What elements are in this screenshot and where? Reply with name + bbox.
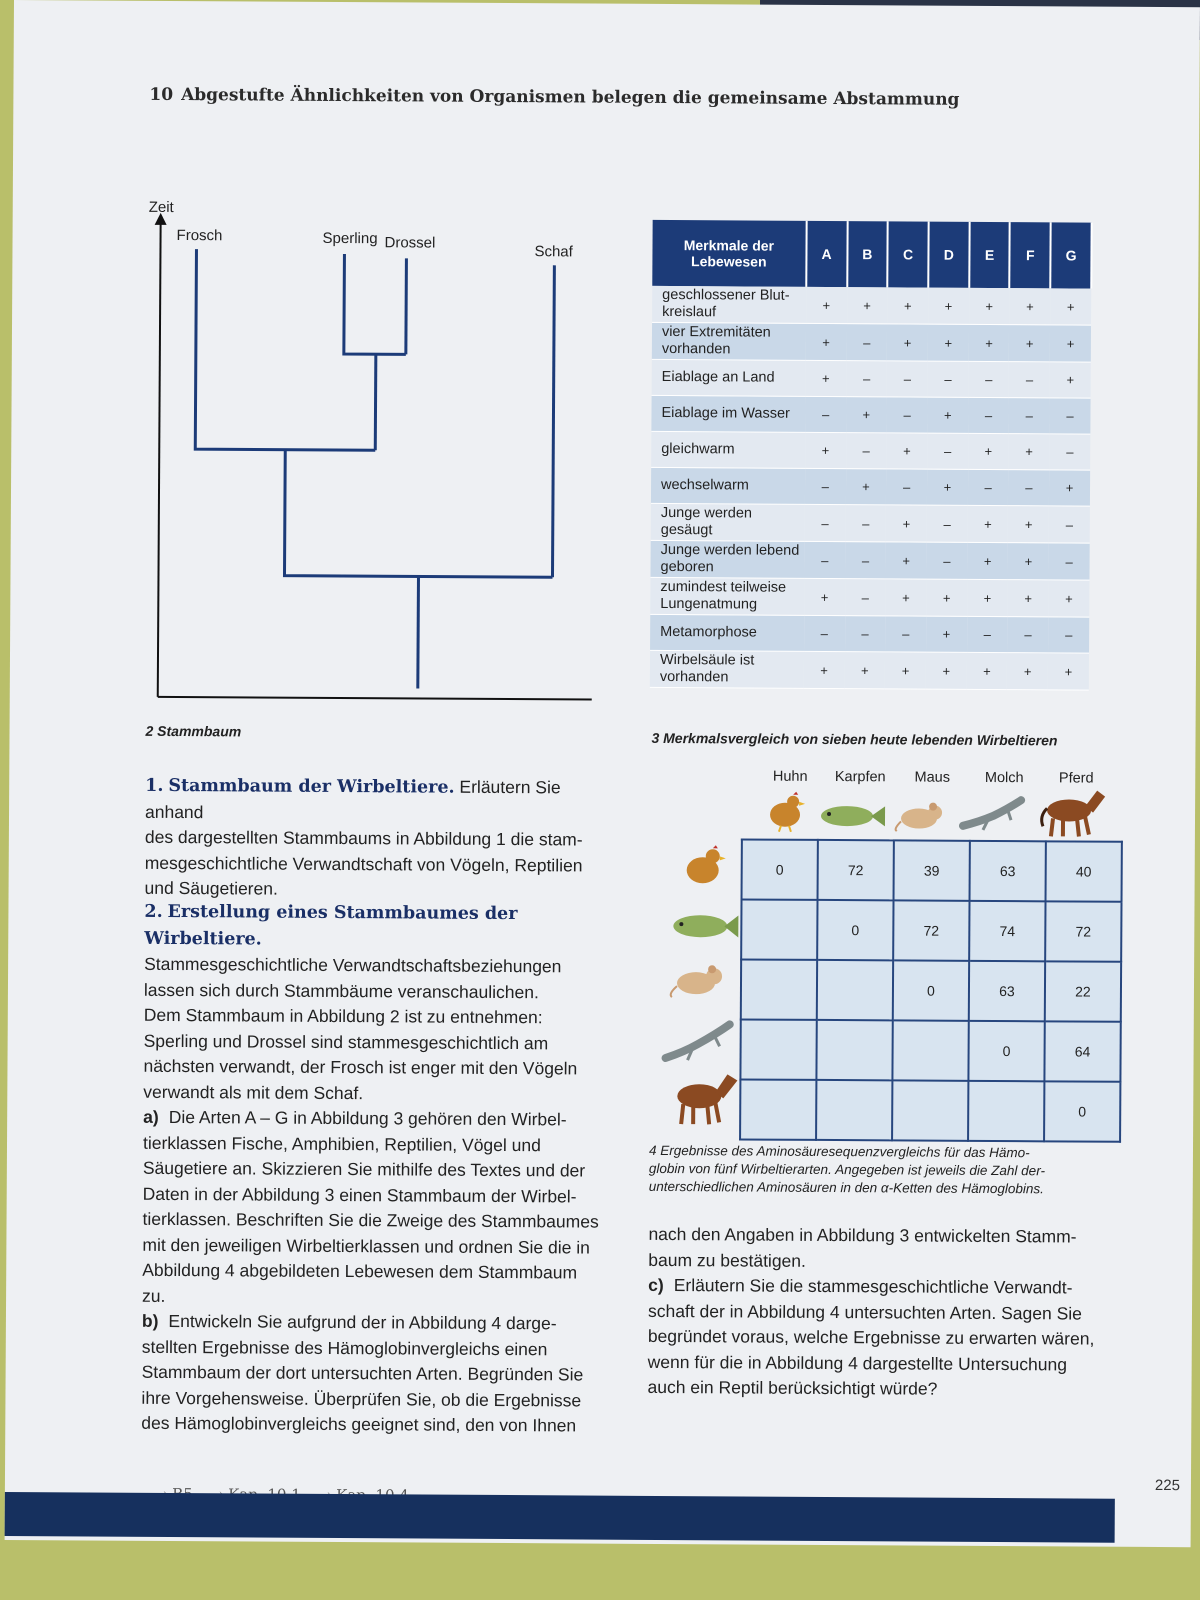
task2b-line: des Hämoglobinvergleichs geeignet sind, den von Ihnen [141,1412,577,1436]
trait-row [651,431,1090,470]
trait-value: + [1008,543,1049,580]
chapter-title: Abgestufte Ähnlichkeiten von Organismen belegen die gemeinsame Abstammung [181,85,960,110]
trait-value: – [887,397,928,433]
col-header-a: A [806,221,847,287]
trait-value: – [887,361,928,397]
trait-value: + [1009,434,1050,470]
matrix-cell [741,959,817,1019]
matrix-cell [740,1019,816,1079]
trait-value: + [847,287,888,324]
trait-value: – [885,616,926,652]
animal-label-molch: Molch [984,769,1024,787]
matrix-cell: 0 [968,1021,1044,1081]
trait-value: + [805,432,846,468]
task2c-line: schaft der in Abbildung 4 untersuchten Arten. Sagen Sie [647,1300,1082,1324]
trait-label: Junge werden lebend geboren [650,540,804,578]
trait-value: – [805,504,846,541]
trait-value: + [1050,325,1091,362]
trait-row [651,395,1090,434]
matrix-cell: 0 [893,960,969,1020]
matrix-row [741,899,1121,961]
matrix-cell: 72 [893,900,969,960]
task2a-line: Daten in der Abbildung 3 einen Stammbaum der Wirbel- [142,1183,577,1206]
trait-value: – [968,469,1009,505]
newt-row-icon [662,1016,738,1064]
trait-value: – [886,469,927,505]
task2c-line: Erläutern Sie die stammesgeschichtliche Verwandt- [673,1275,1073,1298]
trait-value: – [967,616,1008,652]
trait-label: Eiablage im Wasser [651,395,805,432]
hemoglobin-matrix-body [740,839,1122,1141]
chicken-icon [763,791,807,833]
trait-value: + [968,433,1009,469]
matrix-cell [892,1020,968,1080]
trait-row [650,540,1089,580]
figure3-caption: 3 Merkmalsvergleich von sieben heute lebenden Wirbeltieren [651,729,1058,749]
chicken-row-icon [681,844,727,890]
trait-value: – [804,615,845,651]
task2a-label: a) [143,1106,159,1127]
branch-frosch [195,249,376,450]
trait-value: + [1048,653,1089,690]
trait-label: Eiablage an Land [652,359,806,396]
base-line [158,697,592,700]
task1-line: und Säugetieren. [144,877,278,899]
task2-intro-line: Stammesgeschichtliche Verwandtschaftsbeziehungen [144,953,562,977]
col-header-f: F [1010,222,1051,288]
carp-icon [817,801,887,831]
matrix-row [742,839,1122,901]
matrix-cell: 40 [1046,841,1122,901]
trait-row [650,614,1089,653]
leaf-drossel: Drossel [384,234,436,252]
book-page [5,0,1200,1547]
matrix-row [740,1079,1120,1141]
task2-number: 2. [144,901,163,922]
trait-value: + [967,652,1008,689]
trait-table-body [650,286,1091,690]
trait-value: + [844,652,885,689]
matrix-cell: 72 [818,840,894,900]
col-header-b: B [847,221,888,287]
branch-root [418,576,419,688]
trait-value: + [1008,506,1049,543]
trait-value: – [1049,543,1090,580]
trait-value: + [926,652,967,689]
trait-row [650,577,1089,617]
task2-intro-line: lassen sich durch Stammbäume veranschaulichen. [143,979,539,1002]
animal-label-pferd: Pferd [1058,770,1094,787]
trait-value: – [926,542,967,579]
trait-value: + [969,324,1010,361]
figure4-caption-line: 4 Ergebnisse des Aminosäuresequenzvergleichs für das Hämo- [648,1142,1030,1161]
figure2-caption: 2 Stammbaum [145,722,242,740]
trait-value: – [1050,398,1091,434]
task2b-label: b) [141,1310,159,1331]
task2-intro-line: verwandt als mit dem Schaf. [143,1081,364,1103]
matrix-cell: 0 [1044,1081,1120,1141]
trait-label: zumindest teilweise Lungenatmung [650,577,804,615]
task1-line: des dargestellten Stammbaums in Abbildung 1 die stam- [144,826,583,850]
trait-value: – [1008,470,1049,506]
trait-value: – [846,324,887,361]
trait-value: + [967,542,1008,579]
trait-value: + [805,360,846,396]
trait-value: + [969,288,1010,325]
trait-value: + [845,469,886,505]
trait-table [650,220,1093,691]
trait-value: + [967,505,1008,542]
task2a-line: tierklassen Fische, Amphibien, Reptilien, Vögel und [142,1132,541,1155]
col-header-e: E [969,222,1010,288]
branch-frog-birds [284,450,553,578]
trait-header-label: Merkmale der Lebewesen [652,220,806,287]
phylogenetic-tree [146,191,619,734]
task-2-continued [647,1222,1108,1403]
figure4-caption-line: globin von fünf Wirbeltierarten. Angegeben ist jeweils die Zahl der- [648,1160,1046,1179]
task-1 [144,773,615,904]
col-header-c: C [888,221,929,287]
trait-row [652,286,1091,325]
trait-label: geschlossener Blut-kreislauf [652,286,806,323]
trait-value: – [846,433,887,469]
trait-value: – [805,396,846,432]
trait-value: + [1007,653,1048,690]
trait-value: + [886,579,927,616]
trait-value: – [846,361,887,397]
trait-value: + [886,505,927,542]
task1-line: Erläutern Sie anhand [144,776,561,822]
trait-value: – [968,361,1009,397]
trait-label: Junge werden gesäugt [651,503,805,541]
animal-label-huhn: Huhn [772,768,808,785]
trait-value: + [1050,288,1091,325]
trait-value: + [804,651,845,688]
trait-value: + [1049,470,1090,506]
trait-value: + [967,579,1008,616]
leaf-schaf: Schaf [534,243,573,261]
trait-value: – [1009,398,1050,434]
trait-value: + [886,542,927,579]
trait-value: – [928,361,969,397]
chapter-header [149,85,959,110]
trait-row [651,503,1090,543]
trait-value: + [886,433,927,469]
trait-value: + [806,287,847,324]
branch-schaf [552,265,554,577]
trait-value: – [1008,617,1049,653]
trait-value: + [1010,288,1051,325]
task2a-line: Die Arten A – G in Abbildung 3 gehören den Wirbel- [168,1106,567,1130]
animal-label-maus: Maus [914,769,951,786]
trait-label: Metamorphose [650,614,804,651]
matrix-row [741,959,1121,1021]
leaf-sperling: Sperling [322,229,378,248]
trait-value: – [1049,506,1090,543]
task2-title: Erstellung eines Stammbaumes der Wirbeltiere. [144,901,518,950]
matrix-cell: 63 [969,961,1045,1021]
trait-value: – [845,542,886,579]
task1-title: Stammbaum der Wirbeltiere. [168,775,455,798]
task2c-label: c) [648,1274,664,1295]
trait-value: + [806,323,847,360]
task2b-line: stellten Ergebnisse des Hämoglobinvergleichs einen [141,1336,548,1359]
trait-value: – [927,505,968,542]
task2b-line: ihre Vorgehensweise. Überprüfen Sie, ob die Ergebnisse [141,1387,582,1410]
trait-value: + [887,324,928,361]
figure4-caption-line: unterschiedlichen Aminosäuren in den α-Ketten des Hämoglobins. [648,1178,1044,1197]
trait-value: + [1008,580,1049,617]
branch-birds-stem [375,354,376,450]
task2a-line: Abbildung 4 abgebildeten Lebewesen dem Stammbaum [142,1259,578,1283]
matrix-cell: 64 [1044,1021,1120,1081]
trait-value: + [928,288,969,325]
trait-value: + [927,397,968,433]
time-axis [158,221,161,697]
task2-intro-line: nächsten verwandt, der Frosch ist enger mit den Vögeln [143,1055,578,1079]
trait-table-header [652,220,1091,289]
trait-label: gleichwarm [651,431,805,468]
matrix-cell [816,1020,892,1080]
matrix-cell [817,960,893,1020]
matrix-cell: 74 [969,901,1045,961]
trait-label: Wirbelsäule ist vorhanden [650,650,804,688]
page-bottom-band [5,1492,1115,1543]
matrix-cell [816,1080,892,1140]
task2b-cont-line: nach den Angaben in Abbildung 3 entwickelten Stamm- [648,1223,1077,1247]
task2c-line: wenn für die in Abbildung 4 dargestellte Untersuchung [647,1351,1068,1374]
trait-value: – [805,468,846,504]
mouse-icon [893,801,951,831]
matrix-cell: 0 [742,839,818,899]
trait-value: – [845,579,886,616]
matrix-cell: 72 [1045,901,1121,961]
task2c-line: begründet voraus, welche Ergebnisse zu erwarten wären, [647,1325,1095,1349]
trait-value: + [1048,580,1089,617]
trait-value: + [1050,362,1091,398]
animal-header-row [754,768,1114,787]
trait-value: + [887,287,928,324]
col-header-g: G [1050,222,1091,288]
task2a-line: mit den jeweiligen Wirbeltierklassen und ordnen Sie die in [142,1234,590,1258]
task1-line: mesgeschichtliche Verwandtschaft von Vögeln, Reptilien [144,852,583,875]
matrix-cell: 0 [817,900,893,960]
trait-value: – [845,616,886,652]
trait-value: – [1009,362,1050,398]
leaf-frosch: Frosch [176,226,223,245]
col-header-d: D [928,222,969,288]
chapter-number: 10 [149,84,174,105]
branch-drossel [406,258,407,354]
task2-intro-line: Sperling und Drossel sind stammesgeschichtlich am [143,1030,549,1053]
task1-number: 1. [145,775,164,796]
trait-value: + [1009,325,1050,362]
matrix-cell [741,899,817,959]
trait-value: – [804,541,845,578]
task2-intro-line: Dem Stammbaum in Abbildung 2 ist zu entnehmen: [143,1004,543,1028]
matrix-cell: 22 [1045,961,1121,1021]
carp-row-icon [668,910,740,942]
page-number: 225 [1154,1476,1181,1495]
mouse-row-icon [668,964,730,998]
tree-svg [146,191,619,734]
trait-value: – [1049,434,1090,470]
matrix-cell [968,1081,1044,1141]
branch-sperling [344,254,407,354]
matrix-cell: 63 [970,841,1046,901]
trait-value: + [928,324,969,361]
task2c-line: auch ein Reptil berücksichtigt würde? [647,1376,938,1399]
trait-value: + [885,652,926,689]
trait-value: – [845,505,886,542]
horse-icon [1035,786,1107,838]
trait-value: + [804,578,845,615]
hemoglobin-matrix [739,838,1123,1142]
trait-label: wechselwarm [651,467,805,504]
matrix-row [740,1019,1120,1081]
animal-label-karpfen: Karpfen [834,769,886,786]
task2b-line: Stammbaum der dort untersuchten Arten. Begründen Sie [141,1361,584,1385]
task2b-line: Entwickeln Sie aufgrund der in Abbildung 4 darge- [168,1310,557,1334]
matrix-cell [892,1080,968,1140]
task2a-line: zu. [142,1285,166,1306]
tree-branches [194,249,555,689]
trait-label: vier Extremitäten vorhanden [652,322,806,360]
axis-label-zeit: Zeit [148,198,174,216]
trait-value: + [846,397,887,433]
trait-row [652,322,1091,362]
matrix-cell: 39 [894,840,970,900]
trait-value: – [927,433,968,469]
trait-value: – [1048,617,1089,653]
trait-value: + [926,616,967,652]
trait-value: – [968,397,1009,433]
task2a-line: Säugetiere an. Skizzieren Sie mithilfe des Textes und der [142,1157,586,1181]
task2a-line: tierklassen. Beschriften Sie die Zweige des Stammbaumes [142,1208,599,1232]
trait-value: + [926,579,967,616]
matrix-cell [740,1079,816,1139]
newt-icon [959,792,1031,832]
task2b-cont-line: baum zu bestätigen. [648,1249,806,1271]
trait-row [652,359,1091,398]
trait-row [650,650,1089,690]
trait-row [651,467,1090,506]
trait-value: + [927,469,968,505]
horse-row-icon [665,1070,739,1126]
figure4-caption [649,1142,1045,1198]
task-2 [141,899,624,1439]
